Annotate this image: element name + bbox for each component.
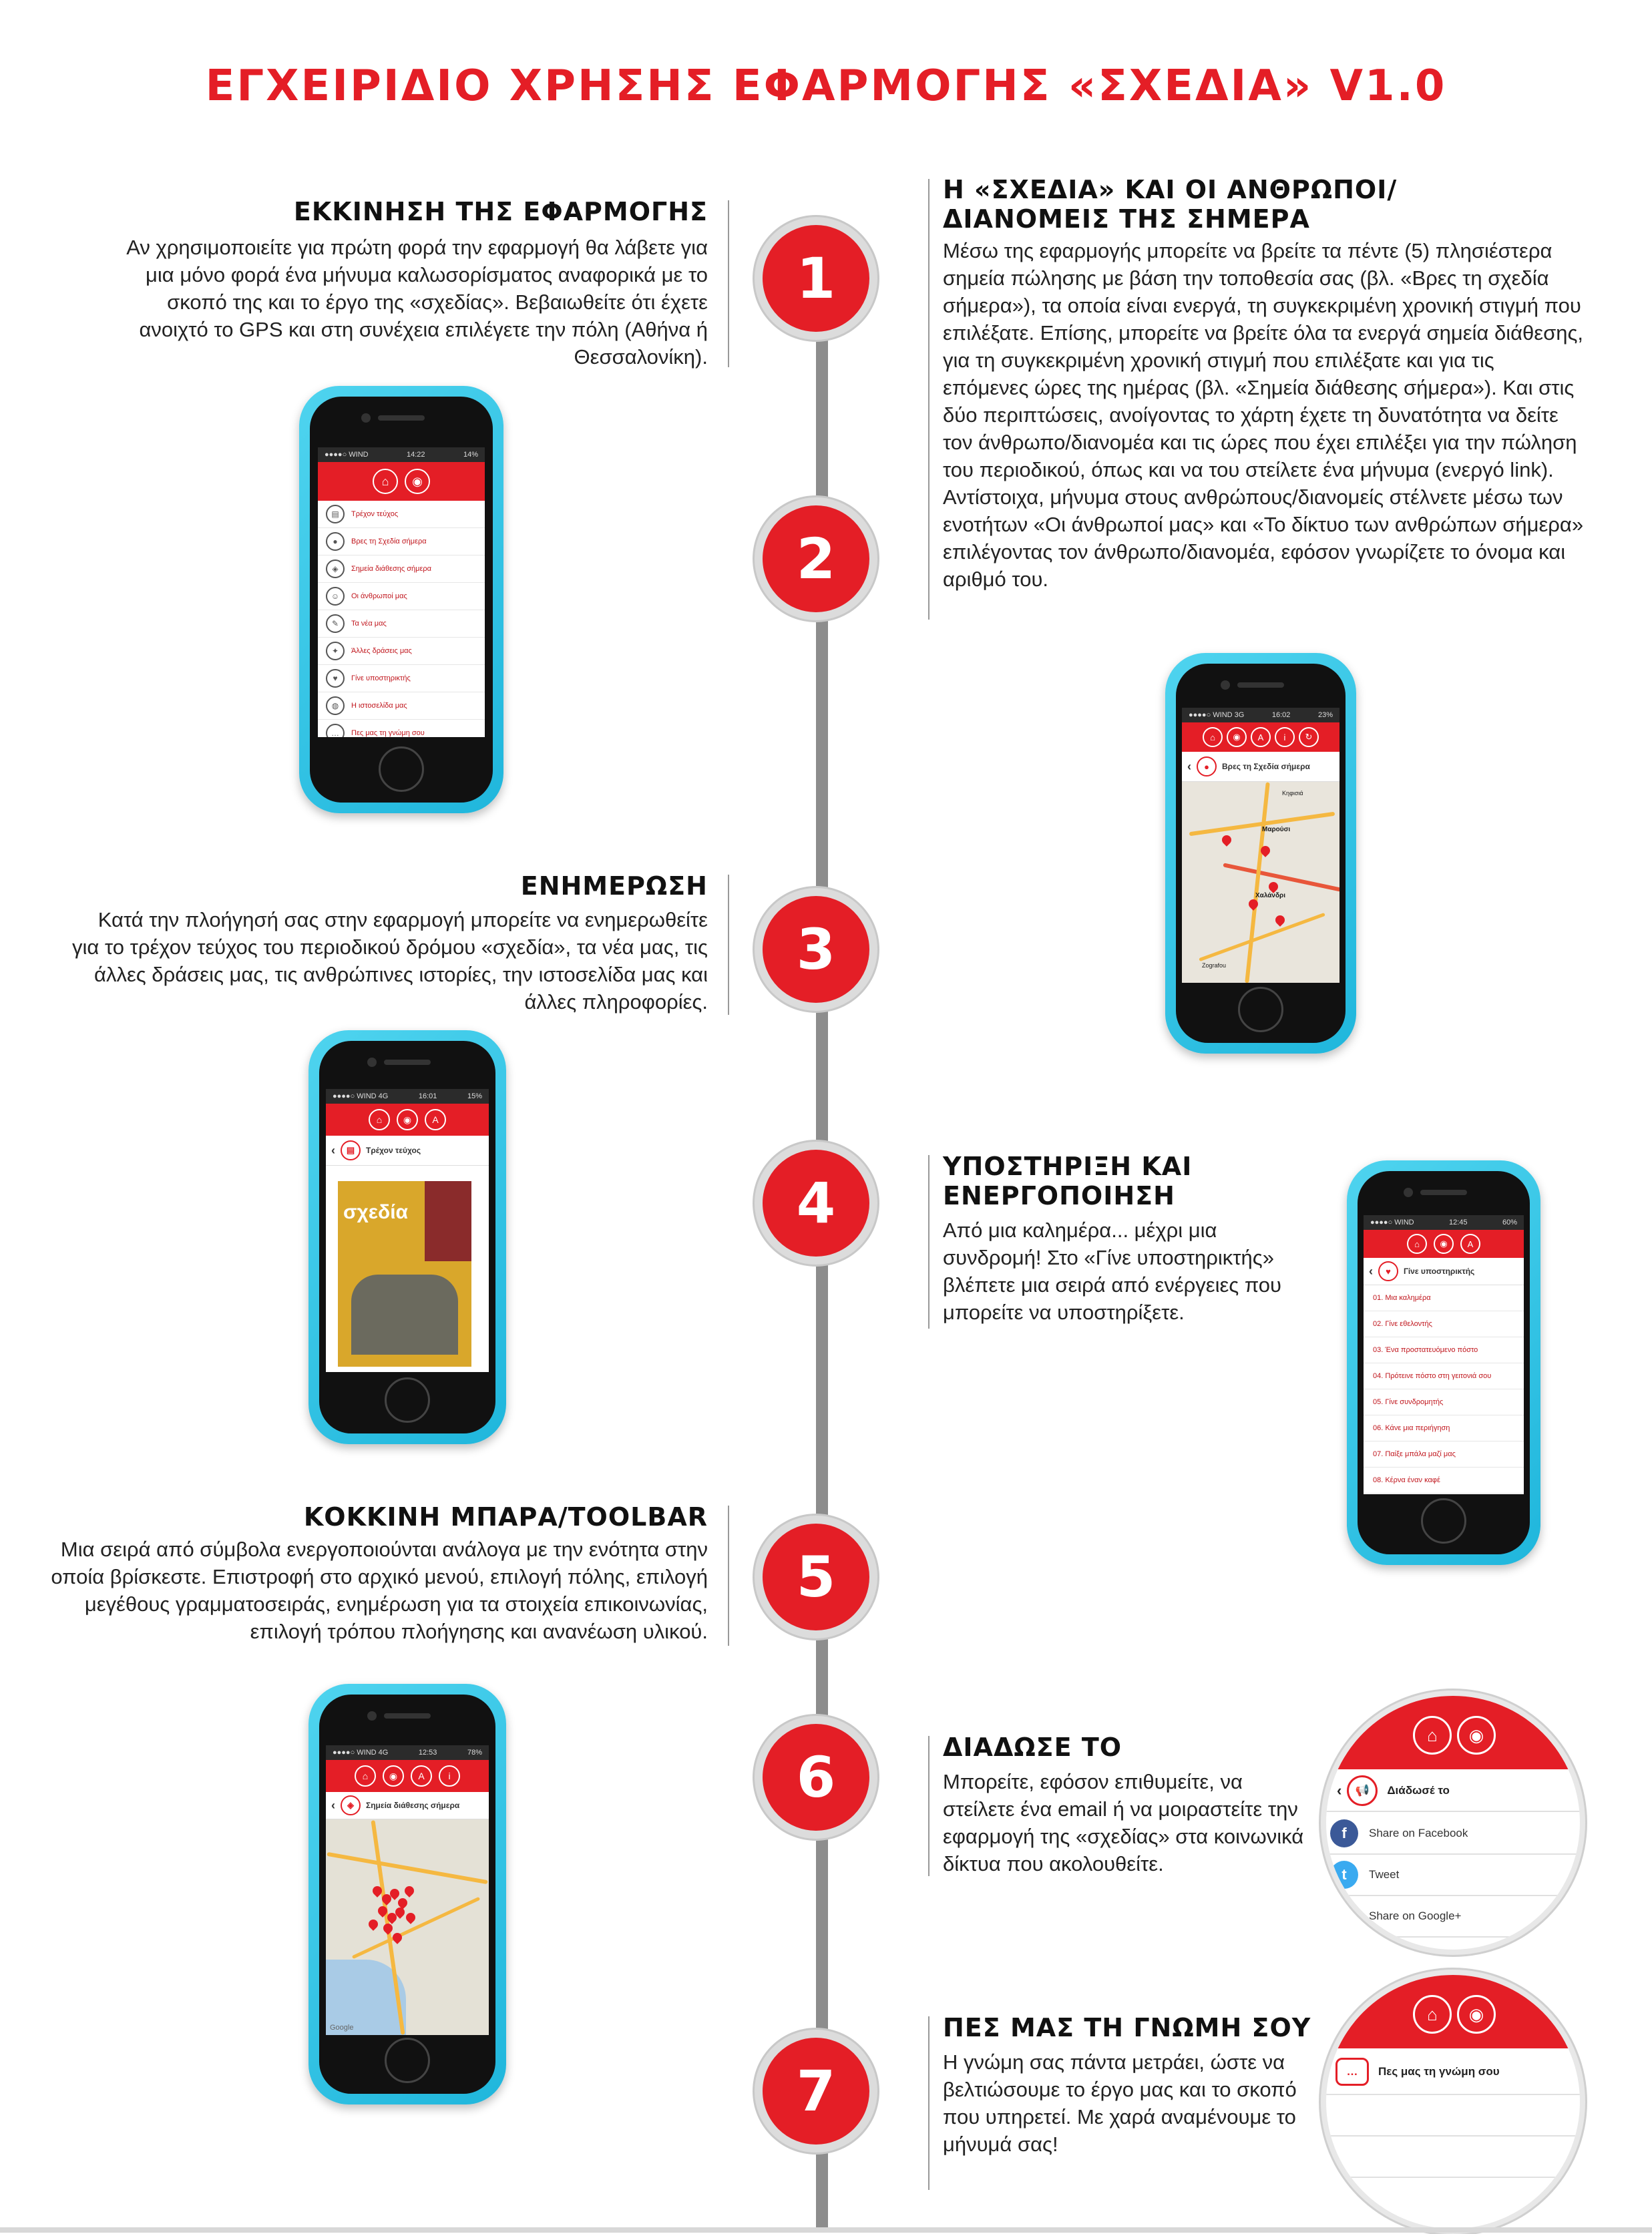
home-icon[interactable]: ⌂ — [1413, 1716, 1452, 1755]
menu-item-label: Τρέχον τεύχος — [351, 510, 399, 518]
toolbar — [326, 1104, 489, 1136]
menu-item-label: Άλλες δράσεις μας — [351, 647, 412, 655]
step-2-heading-line1: Η «ΣΧΕΔΙΑ» ΚΑΙ ΟΙ ΑΝΘΡΩΠΟΙ/ — [943, 175, 1398, 204]
toolbar — [1182, 722, 1339, 752]
support-item[interactable]: 07. Παίξε μπάλα μαζί μας — [1364, 1441, 1524, 1468]
map-label: Κηφισιά — [1282, 790, 1303, 797]
phone-points-screen — [326, 1745, 489, 2035]
back-icon[interactable]: ‹ — [1337, 1782, 1342, 1799]
step-5-rule — [728, 1506, 729, 1646]
map-icon: ◈ — [341, 1795, 361, 1815]
share-twitter[interactable] — [1326, 1855, 1580, 1896]
toolbar — [1364, 1230, 1524, 1258]
support-item[interactable]: 05. Γίνε συνδρομητής — [1364, 1389, 1524, 1415]
step-1-rule — [728, 200, 729, 367]
step-2-heading-line2: ΔΙΑΝΟΜΕΙΣ ΤΗΣ ΣΗΜΕΡΑ — [943, 204, 1310, 234]
pen-icon: ✎ — [326, 614, 345, 633]
phone-points — [308, 1684, 506, 2104]
toolbar — [326, 1760, 489, 1792]
font-size-icon[interactable]: A — [411, 1765, 432, 1787]
step-4-heading-line1: ΥΠΟΣΤΗΡΙΞΗ ΚΑΙ — [943, 1152, 1193, 1181]
support-item[interactable]: 02. Γίνε εθελοντής — [1364, 1311, 1524, 1337]
home-icon[interactable]: ⌂ — [1203, 727, 1223, 747]
home-button[interactable] — [1421, 1498, 1466, 1544]
step-4-heading-line2: ΕΝΕΡΓΟΠΟΙΗΣΗ — [943, 1181, 1175, 1210]
menu-item-actions[interactable] — [318, 638, 485, 665]
screen-header — [1364, 1258, 1524, 1285]
home-icon[interactable]: ⌂ — [369, 1109, 390, 1130]
screen-title: Σημεία διάθεσης σήμερα — [366, 1801, 460, 1810]
share-google[interactable] — [1326, 1896, 1580, 1938]
carrier-label: ●●●●○ WIND — [1370, 1218, 1414, 1226]
menu-item-find[interactable] — [318, 528, 485, 555]
menu-item-label: Τα νέα μας — [351, 620, 387, 628]
support-item[interactable]: 04. Πρότεινε πόστο στη γειτονιά σου — [1364, 1363, 1524, 1389]
battery-label: 15% — [467, 1092, 482, 1100]
step-7-circle: 7 — [755, 2030, 877, 2153]
step-6-rule — [928, 1736, 930, 1876]
map-icon: ◈ — [326, 560, 345, 578]
screen-header — [326, 1792, 489, 1819]
step-1-heading: ΕΚΚΙΝΗΣΗ ΤΗΣ ΕΦΑΡΜΟΓΗΣ — [293, 197, 708, 226]
google-plus-icon: g+ — [1330, 1902, 1358, 1930]
home-button[interactable] — [1238, 987, 1283, 1032]
info-icon[interactable]: i — [439, 1765, 460, 1787]
cover-logo: σχεδία — [343, 1201, 409, 1223]
step-3-rule — [728, 875, 729, 1015]
step-3-heading: ΕΝΗΜΕΡΩΣΗ — [520, 871, 708, 901]
share-google-label: Share on Google+ — [1369, 1910, 1462, 1922]
menu-item-label: Η ιστοσελίδα μας — [351, 702, 407, 710]
font-size-icon[interactable]: A — [425, 1109, 446, 1130]
support-item[interactable]: 06. Κάνε μια περιήγηση — [1364, 1415, 1524, 1441]
map-label: Χαλάνδρι — [1255, 892, 1285, 899]
bottom-rule — [0, 2227, 1652, 2233]
facebook-icon: f — [1330, 1819, 1358, 1847]
step-7-text: Η γνώμη σας πάντα μετράει, ώστε να βελτιώσουμε το έργο μας και το σκοπό που υπηρετεί. Με χαρά αναμένουμε το μήνυμά σας! — [943, 2050, 1297, 2156]
city-icon[interactable]: ◉ — [1457, 1995, 1496, 2034]
map-label: Μαρούσι — [1262, 826, 1291, 833]
step-1-circle: 1 — [755, 217, 877, 340]
city-icon[interactable]: ◉ — [405, 469, 430, 494]
megaphone-icon: 📢 — [1347, 1775, 1378, 1806]
feedback-empty-row — [1326, 2095, 1580, 2137]
phone-menu-screen — [318, 447, 485, 737]
pin-icon: ● — [1197, 756, 1217, 776]
step-4-rule — [928, 1155, 930, 1329]
home-icon[interactable]: ⌂ — [373, 469, 398, 494]
step-2-rule — [928, 179, 930, 620]
menu-item-support[interactable] — [318, 665, 485, 692]
step-2-circle: 2 — [755, 497, 877, 620]
battery-label: 23% — [1317, 711, 1333, 719]
share-twitter-label: Tweet — [1369, 1868, 1400, 1881]
home-button[interactable] — [385, 1377, 430, 1423]
share-header — [1326, 1771, 1580, 1812]
city-icon[interactable]: ◉ — [1227, 727, 1247, 747]
step-6-text: Μπορείτε, εφόσον επιθυμείτε, να στείλετε ένα email ή να μοιραστείτε την εφαρμογή της «σχεδίας» στα κοινωνικά δίκτυα που ακολουθείτε. — [943, 1770, 1304, 1875]
home-button[interactable] — [385, 2038, 430, 2083]
thumb-icon: ♥ — [326, 669, 345, 688]
menu-item-website[interactable] — [318, 692, 485, 720]
time-label: 12:53 — [418, 1749, 437, 1757]
home-icon[interactable]: ⌂ — [1407, 1234, 1427, 1254]
pin-icon: ● — [326, 532, 345, 551]
menu-item-label: Οι άνθρωποί μας — [351, 592, 407, 600]
map-view[interactable] — [326, 1819, 489, 2035]
screen-title: Τρέχον τεύχος — [366, 1146, 421, 1155]
toolbar — [318, 462, 485, 501]
step-1-text: Αν χρησιμοποιείτε για πρώτη φορά την εφαρμογή θα λάβετε για μια μόνο φορά ένα μήνυμα καλωσορίσματος αναφορικά με το σκοπό της και το έργο της «σχεδίας». Βεβαιωθείτε ότι έχετε ανοιχτό το GPS και στη συνέχεια επιλέγετε την πόλη (Αθήνα ή Θεσσαλονίκη). — [126, 236, 708, 369]
zoom-feedback — [1321, 1970, 1585, 2234]
step-3-circle: 3 — [755, 888, 877, 1011]
refresh-icon[interactable]: ↻ — [1299, 727, 1319, 747]
step-5-circle: 5 — [755, 1516, 877, 1638]
home-icon[interactable]: ⌂ — [355, 1765, 376, 1787]
map-view[interactable] — [1182, 782, 1339, 983]
screen-title: Γίνε υποστηρικτής — [1404, 1267, 1475, 1276]
status-bar — [1364, 1215, 1524, 1230]
step-4-circle: 4 — [755, 1142, 877, 1265]
time-label: 12:45 — [1449, 1218, 1468, 1226]
support-item[interactable]: 08. Κέρνα έναν καφέ — [1364, 1468, 1524, 1494]
menu-item-label: Σημεία διάθεσης σήμερα — [351, 565, 431, 573]
book-icon: ▤ — [326, 505, 345, 523]
toolbar — [1326, 1975, 1580, 2048]
share-title: Διάδωσέ το — [1387, 1784, 1450, 1797]
carrier-label: ●●●●○ WIND 4G — [333, 1749, 389, 1757]
step-2-text: Μέσω της εφαρμογής μπορείτε να βρείτε τα πέντε (5) πλησιέστερα σημεία πώλησης με βάση την τοποθεσία σας (βλ. «Βρες τη σχεδία σήμερα»), τα οποία είναι ενεργά, τη συγκεκριμένη χρονική στιγμή που επιλέξατε. Επίσης, μπορείτε να βρείτε όλα τα ενεργά σημεία διάθεσης, για τη συγκεκριμένη χρονική στιγμή που επιλέξατε και για τις επόμενες ώρες της ημέρας (βλ. «Σημεία διάθεσης σήμερα»). Και στις δύο περιπτώσεις, ανοίγοντας το χάρτη έχετε τη δυνατότητα να δείτε τον άνθρωπο/διανομέα και τις ώρες που έχει επιλέξει για την πώληση του περιοδικού, όπως και να του στείλετε ένα μήνυμα (ενεργό link). Αντίστοιχα, μήνυμα στους ανθρώπους/διανομείς στέλνετε μέσω των ενοτήτων «Οι άνθρωποί μας» και «Το δίκτυο των ανθρώπων σήμερα» επιλέγοντας τον άνθρωπο/διανομέα, εφόσον γνωρίζετε το όνομα και αριθμό του. — [943, 239, 1584, 591]
battery-label: 78% — [467, 1749, 482, 1757]
feedback-empty-row — [1326, 2137, 1580, 2178]
thumb-icon: ♥ — [1378, 1261, 1398, 1281]
time-label: 16:02 — [1271, 711, 1291, 719]
battery-label: 14% — [463, 451, 478, 459]
magazine-cover[interactable] — [338, 1181, 471, 1367]
map-label: Zografou — [1202, 962, 1227, 969]
step-4-text: Από μια καλημέρα... μέχρι μια συνδρομή! Στο «Γίνε υποστηρικτής» βλέπετε μια σειρά από ενέργειες που μπορείτε να υποστηρίξετε. — [943, 1218, 1281, 1324]
menu-item-news[interactable] — [318, 610, 485, 638]
page-title: ΕΓΧΕΙΡΙΔΙΟ ΧΡΗΣΗΣ ΕΦΑΡΜΟΓΗΣ «ΣΧΕΔΙΑ» V1.0 — [205, 61, 1447, 111]
chat-icon: … — [1335, 2058, 1369, 2086]
status-bar — [326, 1745, 489, 1760]
step-3-text: Κατά την πλοήγησή σας στην εφαρμογή μπορείτε να ενημερωθείτε για το τρέχον τεύχος του περιοδικού δρόμου «σχεδία», τα νέα μας, τις άλλες δράσεις μας, τις ανθρώπινες ιστορίες, την ιστοσελίδα μας και άλλες πληροφορίες. — [72, 908, 708, 1014]
step-5-text: Μια σειρά από σύμβολα ενεργοποιούνται ανάλογα με την ενότητα στην οποία βρίσκεστε. Επιστροφή στο αρχικό μενού, επιλογή πόλης, επιλογή μεγέθους γραμματοσειράς, ενημέρωση για τα στοιχεία επικοινωνίας, επιλογή τρόπου πλοήγησης και ανανέωση υλικού. — [51, 1538, 708, 1643]
step-7-heading: ΠΕΣ ΜΑΣ ΤΗ ΓΝΩΜΗ ΣΟΥ — [943, 2013, 1311, 2042]
support-item[interactable]: 03. Ένα προστατευόμενο πόστο — [1364, 1337, 1524, 1363]
status-bar — [318, 447, 485, 462]
city-icon[interactable]: ◉ — [1434, 1234, 1454, 1254]
step-6-heading: ΔΙΑΔΩΣΕ ΤΟ — [943, 1733, 1122, 1762]
step-6-circle: 6 — [755, 1716, 877, 1839]
menu-item-label: Γίνε υποστηρικτής — [351, 674, 411, 682]
screen-header — [326, 1136, 489, 1166]
menu-item-label: Βρες τη Σχεδία σήμερα — [351, 537, 427, 545]
back-icon[interactable]: ‹ — [1369, 1264, 1373, 1278]
back-icon[interactable]: ‹ — [1187, 759, 1191, 773]
carrier-label: ●●●●○ WIND 4G — [333, 1092, 389, 1100]
step-7-rule — [928, 2016, 930, 2190]
time-label: 16:01 — [418, 1092, 437, 1100]
step-5-heading: ΚΟΚΚΙΝΗ ΜΠΑΡΑ/TOOLBAR — [303, 1502, 708, 1532]
phone-issue — [308, 1030, 506, 1444]
phone-menu — [299, 386, 503, 813]
menu-item-current-issue[interactable] — [318, 501, 485, 528]
font-size-icon[interactable]: A — [1251, 727, 1271, 747]
toolbar — [1326, 1696, 1580, 1769]
menu-item-label: Πες μας τη γνώμη σου — [351, 729, 425, 737]
screen-title: Βρες τη Σχεδία σήμερα — [1222, 762, 1310, 771]
status-bar — [326, 1089, 489, 1104]
phone-find — [1165, 653, 1356, 1054]
feedback-header — [1326, 2050, 1580, 2095]
back-icon[interactable]: ‹ — [331, 1143, 335, 1157]
city-icon[interactable]: ◉ — [1457, 1716, 1496, 1755]
zoom-share — [1321, 1691, 1585, 1955]
back-icon[interactable]: ‹ — [331, 1798, 335, 1812]
phone-find-screen — [1182, 708, 1339, 983]
font-size-icon[interactable]: A — [1460, 1234, 1480, 1254]
map-attribution: Google — [330, 2024, 354, 2032]
city-icon[interactable]: ◉ — [397, 1109, 418, 1130]
time-label: 14:22 — [407, 451, 425, 459]
share-facebook-label: Share on Facebook — [1369, 1827, 1468, 1839]
screen-header — [1182, 752, 1339, 782]
home-button[interactable] — [379, 746, 424, 792]
menu-item-points[interactable] — [318, 555, 485, 583]
people-icon: ☺ — [326, 587, 345, 606]
chat-icon: … — [326, 724, 345, 737]
bulb-icon: ✦ — [326, 642, 345, 660]
twitter-icon: t — [1330, 1861, 1358, 1889]
book-icon: ▤ — [341, 1140, 361, 1160]
menu-item-people[interactable] — [318, 583, 485, 610]
globe-icon: ◍ — [326, 696, 345, 715]
phone-issue-screen — [326, 1089, 489, 1372]
info-icon[interactable]: i — [1275, 727, 1295, 747]
city-icon[interactable]: ◉ — [383, 1765, 404, 1787]
share-facebook[interactable] — [1326, 1813, 1580, 1855]
menu-item-feedback[interactable] — [318, 720, 485, 737]
status-bar — [1182, 708, 1339, 722]
phone-support — [1347, 1160, 1540, 1565]
battery-label: 60% — [1502, 1218, 1517, 1226]
carrier-label: ●●●●○ WIND — [325, 451, 369, 459]
home-icon[interactable]: ⌂ — [1413, 1995, 1452, 2034]
phone-support-screen — [1364, 1215, 1524, 1494]
feedback-title: Πες μας τη γνώμη σου — [1378, 2065, 1500, 2078]
support-item[interactable]: 01. Μια καλημέρα — [1364, 1285, 1524, 1311]
carrier-label: ●●●●○ WIND 3G — [1189, 711, 1245, 719]
